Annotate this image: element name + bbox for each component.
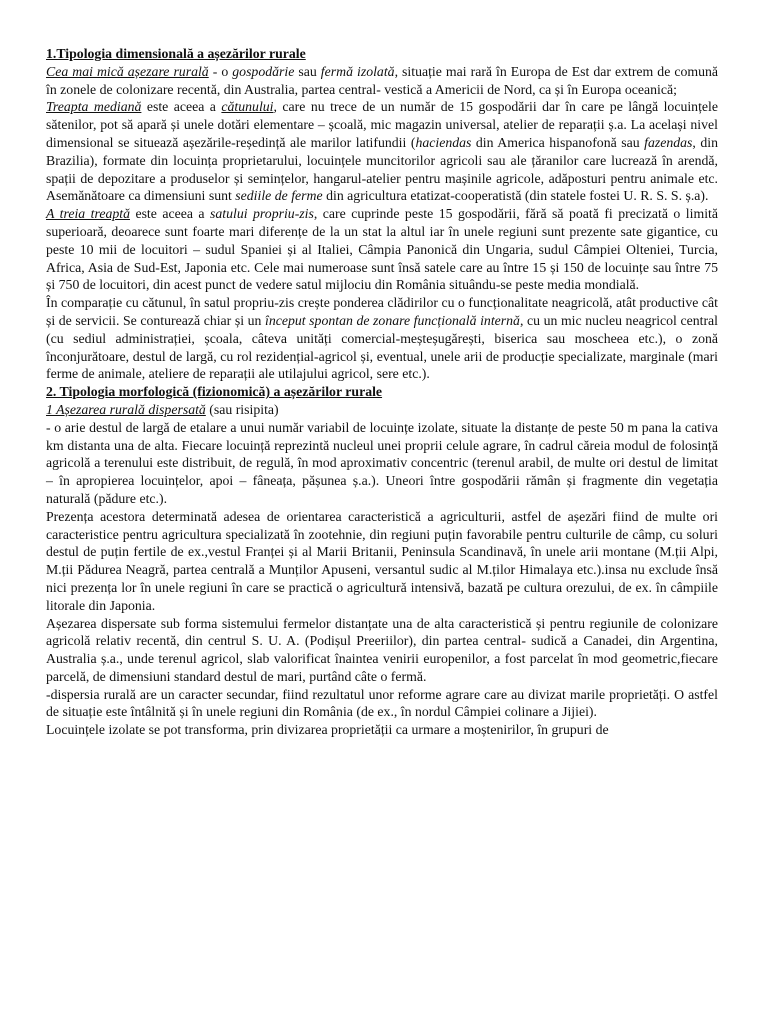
term-fazendas: fazendas [644,134,693,150]
paragraph-comparison: În comparație cu cătunul, în satul propriu-zis crește ponderea clădirilor cu o funcționalitate neagricolă, atât productive cât și de servicii. Se contureazǎ chiar și un început spontan de zonare funcțională internă, cu un mic nucleu neagricol central (cu sediul administrației, școala, câteva unități comercial-meșteșugărești, biserica sau moscheea etc.), o zonă înconjurătoare, destul de largă, cu rol rezidențial-agricol și, eventual, unele arii de producție specializate, marginale (mari ferme de animale, ateliere de reparații ale utilajului agricol, sere etc.). [46,295,718,382]
subsection-dispersed: 1 Așezarea rurală dispersată (sau risipita) [46,401,279,417]
term-median-level: Treapta mediană [46,99,142,115]
term-ferma: fermă izolată [320,63,395,79]
term-catun: cătunului [221,99,274,115]
section2-heading: 2. Tipologia morfologică (fizionomică) a așezărilor rurale [46,384,383,400]
paragraph-dispersed-secondary: -dispersia rurală are un caracter secundar, fiind rezultatul unor reforme agrare care au divizat marile proprietăți. O astfel de situație este întâlnită și în unele regiuni din România (de ex., în nordul Câmpiei colinare a Jijiei). [46,686,718,720]
term-dispersed: 1 Așezarea rurală dispersată [46,401,206,417]
term-gospodarie: gospodărie [232,63,295,79]
section1-heading: 1.Tipologia dimensională a așezărilor rurale [46,46,306,61]
paragraph-isolated-dwellings: Locuințele izolate se pot transforma, prin divizarea proprietății ca urmare a moștenirilor, în grupuri de [46,722,609,738]
paragraph-dispersed-farms: Așezarea dispersate sub forma sistemului fermelor distanțate una de alta caracteristică și pentru regiunile de colonizare agricolă relativ recentă, din centrul S. U. A. (Podișul Preeriilor), din partea central- sudică a Canadei, din Argentina, Australia ș.a., unde terenul agricol, slab valorificat înaintea venirii europenilor, a fost parcelat în mod geometric,fiecare parcelă, de dimensiuni standard destul de mari, purtând câte o fermă. [46,615,718,684]
term-haciendas: haciendas [415,134,472,150]
paragraph-median-level: Treapta mediană este aceea a cătunului, care nu trece de un număr de 15 gospodării dar în care pe lângă locuințele sătenilor, pot să apară și unele dotări elementare – școală, mic magazin universal, atelier de reparații ș.a. La același nivel dimensional se situează așezările-reședință ale marilor latifundii (haciendas din America hispanofonă sau fazendas, din Brazilia), formate din locuința proprietarului, locuințele muncitorilor agricoli sau ale țăranilor care lucrează în arendă, spații de depozitare a produselor și semințelor, hangarul-atelier pentru mașinile agricole, adăposturi pentru animale etc. Asemănătoare ca dimensiuni sunt sediile de ferme din agricultura etatizat-cooperatistă (din statele fostei U. R. S. S. ș.a). [46,99,719,204]
term-sediile: sediile de ferme [235,188,323,204]
term-smallest-settlement: Cea mai mică așezare rurală [46,63,209,79]
paragraph-dispersed-presence: Prezența acestora determinată adesea de orientarea caracteristică a agriculturii, astfel de așezări fiind de multe ori caracteristice pentru agricultura specializată în zootehnie, din regiuni puțin favorabile pentru culturile de câmp, cu soluri destul de puțin fertile de ex.,vestul Franței și al Marii Britanii, Peninsula Scandinavă, în unele arii montane (M.ții Alpi, M.ții Pădurea Neagră, partea centrală a Munților Apuseni, versantul sudic al M.ților Himalaya etc.).insa nu exclude însă nici prezența lor în unele regiuni în care se practică o agricultură intensivă, bazată pe cultura orezului, de ex. în câmpiile litorale din Japonia. [46,508,718,613]
paragraph-third-level: A treia treaptă este aceea a satului propriu-zis, care cuprinde peste 15 gospodării, fără să poată fi precizată o limită superioară, deoarece sunt foarte mari diferențe de la un stat la altul iar în unele regiuni sunt prezente sate gigantice, cu peste 10 mii de locuitori – sudul Spaniei și al Italiei, Câmpia Panonică din Ungaria, sudul Câmpiei Olteniei, Turcia, Africa, Asia de Sud-Est, Japonia etc. Cele mai numeroase sunt însă satele care au între 15 și 150 de locuințe sau între 75 și 750 de locuitori, din acest punct de vedere satul mijlociu din România situându-se peste media mondială. [46,206,718,293]
term-sat-propriu-zis: satului propriu-zis [210,206,314,222]
term-zonare: început spontan de zonare funcțională internă [265,312,520,328]
paragraph-smallest-settlement: Cea mai mică așezare rurală - o gospodărie sau fermă izolată, situație mai rară în Europa de Est dar extrem de comună în zonele de colonizare recentă, din Australia, partea central- vestică a Americii de Nord, ca și în Europa oceanică; [46,63,719,97]
term-third-level: A treia treaptă [46,206,130,222]
document-page [46,0,718,739]
paragraph-dispersed-definition: - o arie destul de largă de etalare a unui număr variabil de locuințe izolate, situate la distanțe de peste 50 m pana la cativa km distanta una de alta. Fiecare locuință reprezintă nucleul unei proprii celule agrare, în cadrul căreia modul de folosință agricolă a terenului este distribuit, de regulă, în mod aproximativ concentric (terenul arabil, de multe ori destul de limitat – în apropierea locuințelor, apoi – fâneața, pășunea ș.a.). Uneori între gospodării rămân și fragmente din vegetația naturală (pădure etc.). [46,419,718,506]
